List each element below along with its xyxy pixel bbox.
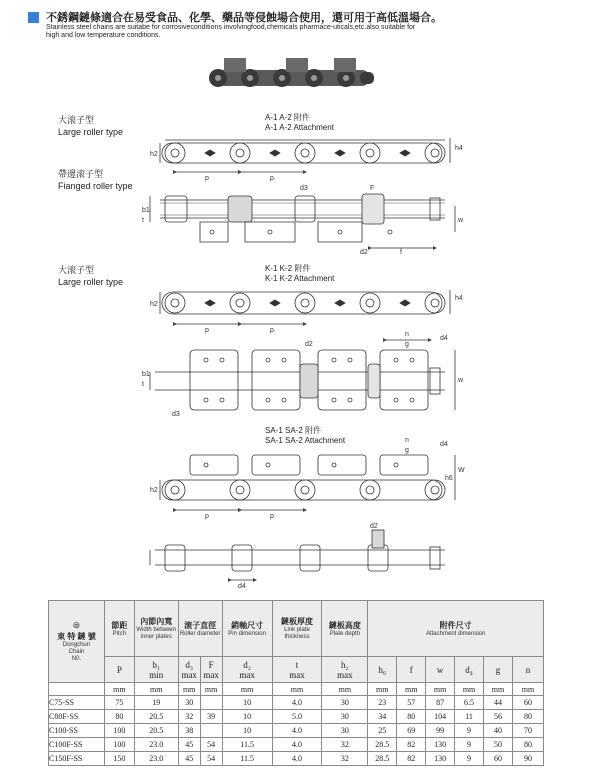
dim-d2-k: d2: [305, 341, 313, 348]
table-body: [49, 696, 544, 766]
chain-number-cell: C75-SS: [49, 696, 105, 710]
table-cell: 45: [178, 738, 200, 752]
unit-mm: mm: [272, 683, 322, 696]
dim-p-sa1: p: [205, 513, 209, 520]
table-cell: 30: [178, 696, 200, 710]
chain-number-cell: C100F-SS: [49, 738, 105, 752]
table-row: [49, 696, 544, 710]
col-plate-thickness-zh: 鏈板厚度: [280, 617, 313, 626]
table-symbol-row: [49, 657, 544, 683]
table-cell: 60: [484, 752, 513, 766]
col-plate-depth-zh: 鏈板高度: [328, 620, 361, 630]
col-roller-zh: 滚子直徑: [184, 620, 217, 630]
sym-g: g: [484, 657, 513, 683]
table-cell: 30: [322, 724, 368, 738]
table-cell: 28.5: [368, 752, 397, 766]
table-cell: 9: [455, 738, 484, 752]
dim-h2-sa: h2: [150, 487, 158, 494]
table-cell: 82: [397, 752, 426, 766]
drawing-k-top: [150, 340, 455, 410]
table-cell: 75: [104, 696, 134, 710]
sym-n: n: [512, 657, 543, 683]
dim-b1-flanged: b1: [142, 207, 150, 214]
dim-g-k: g: [405, 341, 409, 348]
table-cell: 80: [397, 710, 426, 724]
attachment-a-zh: A-1 A-2 附件: [265, 113, 310, 122]
table-cell: 39: [200, 710, 222, 724]
table-cell: 40: [484, 724, 513, 738]
brand-cell: [49, 601, 105, 683]
drawing-sa-top: [160, 455, 455, 510]
col-pitch-en: Pitch: [112, 630, 126, 637]
header-title-en: Stainless steel chains are suitabe for corrosiveconditions involvingfood,chemicals pharmace-uticals,etc.also suitable for high and low temperature conditions.: [46, 24, 416, 39]
unit-mm: mm: [200, 683, 222, 696]
sym-b1: b₁ min: [134, 657, 178, 683]
chain-number-cell: C100-SS: [49, 724, 105, 738]
table-cell: 80: [512, 710, 543, 724]
dim-h4-a: h4: [455, 145, 463, 152]
col-roller-en: Roller diameter: [179, 630, 221, 637]
table-unit-row: [49, 683, 544, 696]
spec-table: [48, 600, 544, 766]
table-cell: 20.5: [134, 710, 178, 724]
dim-d4-k: d4: [440, 335, 448, 342]
brand-name: 東 特 鏈 號: [57, 632, 96, 641]
drawing-a-side: [160, 138, 450, 172]
table-cell: 32: [178, 710, 200, 724]
table-cell: 23.0: [134, 752, 178, 766]
table-cell: 69: [397, 724, 426, 738]
dim-p-k1: p: [205, 327, 209, 334]
dim-g-sa: g: [405, 447, 409, 454]
table-cell: 150: [104, 752, 134, 766]
dim-t-k: t: [142, 381, 144, 388]
col-width-en: Width between inner plates: [136, 627, 177, 640]
table-cell: 44: [484, 696, 513, 710]
col-pin-en: Pin dimension: [228, 630, 266, 637]
unit-mm: mm: [368, 683, 397, 696]
table-cell: 10: [222, 710, 272, 724]
table-cell: 9: [455, 724, 484, 738]
table-cell: 11: [455, 710, 484, 724]
dim-d3-k: d3: [172, 411, 180, 418]
attachment-k-zh: K-1 K-2 附件: [265, 264, 311, 273]
header-title-zh: 不銹鋼鏈條適合在易受食品、化學、藥品等侵蝕場合使用，還可用于高低溫場合。: [46, 12, 442, 24]
attachment-a-en: A-1 A-2 Attachment: [265, 123, 334, 132]
table-cell: 19: [134, 696, 178, 710]
table-cell: 130: [426, 752, 455, 766]
dim-w-k: w: [458, 377, 464, 384]
col-pin-header: [222, 601, 272, 657]
table-cell: 99: [426, 724, 455, 738]
col-width-zh: 內節內寬: [140, 617, 173, 626]
unit-mm: mm: [104, 683, 134, 696]
table-cell: 32: [322, 752, 368, 766]
table-row: [49, 738, 544, 752]
brand-logo-icon: ⊜: [72, 620, 81, 630]
table-cell: 54: [200, 738, 222, 752]
table-cell: 23.0: [134, 738, 178, 752]
table-cell: 20.5: [134, 724, 178, 738]
unit-mm: mm: [455, 683, 484, 696]
dim-w-flanged: w: [458, 217, 464, 224]
unit-mm: mm: [322, 683, 368, 696]
table-cell: 32: [322, 738, 368, 752]
dim-h4-k: h4: [455, 295, 463, 302]
dim-n-sa: n: [405, 437, 409, 444]
dim-n-k: n: [405, 331, 409, 338]
section-large-roller-2-en: Large roller type: [58, 277, 124, 287]
dim-W-sa: W: [458, 467, 465, 474]
table-cell: 100: [104, 738, 134, 752]
table-cell: 80: [104, 710, 134, 724]
col-pin-zh: 銷軸尺寸: [231, 620, 264, 630]
table-row: [49, 752, 544, 766]
unit-mm: mm: [397, 683, 426, 696]
brand-en-3: N0.: [71, 656, 82, 662]
dim-h6-sa: h6: [445, 475, 453, 482]
table-cell: 82: [397, 738, 426, 752]
table-cell: 87: [426, 696, 455, 710]
table-cell: 30: [322, 696, 368, 710]
table-cell: 25: [368, 724, 397, 738]
table-cell: 60: [512, 696, 543, 710]
table-cell: 4.0: [272, 696, 322, 710]
table-header-row: [49, 601, 544, 657]
table-row: [49, 710, 544, 724]
table-cell: 28.5: [368, 738, 397, 752]
sym-h2: h₂ max: [322, 657, 368, 683]
section-flanged-roller-zh: 帶邊滚子型: [58, 169, 104, 179]
dim-d2-sa: d2: [370, 523, 378, 530]
dim-f-flanged-small: f: [400, 249, 402, 256]
table-cell: 45: [178, 752, 200, 766]
table-cell: 11.5: [222, 738, 272, 752]
unit-mm: mm: [222, 683, 272, 696]
dim-t-flanged: t: [142, 217, 144, 224]
table-cell: 30: [322, 710, 368, 724]
section-large-roller-1-zh: 大滚子型: [58, 115, 95, 125]
dim-p-a1: p: [205, 175, 209, 182]
brand-en-1: Dongchun: [62, 642, 91, 648]
unit-mm: mm: [484, 683, 513, 696]
section-flanged-roller-en: Fianged roller type: [58, 181, 133, 191]
unit-mm: mm: [426, 683, 455, 696]
table-cell: 130: [426, 738, 455, 752]
table-cell: [200, 724, 222, 738]
dim-p-k2: p: [270, 327, 274, 334]
col-attachment-en: Attachment dimension: [425, 630, 486, 637]
chain-number-cell: C150F-SS: [49, 752, 105, 766]
sym-f: F max: [200, 657, 222, 683]
table-cell: 54: [200, 752, 222, 766]
col-pitch-zh: 節距: [111, 620, 128, 630]
dim-p-a2: p: [270, 175, 274, 182]
table-cell: 100: [104, 724, 134, 738]
attachment-sa-en: SA-1 SA-2 Attachment: [265, 436, 346, 445]
dim-h2-a: h2: [150, 151, 158, 158]
sym-d2: d₂ max: [222, 657, 272, 683]
table-cell: 9: [455, 752, 484, 766]
dim-b1-k: b1: [142, 371, 150, 378]
col-plate-thickness-en: Link plate thickness: [284, 627, 310, 640]
attachment-sa-zh: SA-1 SA-2 附件: [265, 426, 322, 435]
drawing-flanged-top: [150, 194, 455, 248]
dim-p-sa2: p: [270, 513, 274, 520]
sym-d3: d₃ max: [178, 657, 200, 683]
table-cell: 4.0: [272, 752, 322, 766]
sym-w: w: [426, 657, 455, 683]
sym-f-attach: f: [397, 657, 426, 683]
table-cell: 57: [397, 696, 426, 710]
dim-d4-sa: d4: [440, 441, 448, 448]
unit-blank: [49, 683, 105, 696]
table-cell: 5.0: [272, 710, 322, 724]
table-cell: 10: [222, 724, 272, 738]
chain-number-cell: C80F-SS: [49, 710, 105, 724]
unit-mm: mm: [134, 683, 178, 696]
dim-d4-sa-bottom: d4: [238, 583, 246, 590]
table-cell: 6.5: [455, 696, 484, 710]
col-attachment-zh: 附件尺寸: [439, 620, 472, 630]
table-cell: 104: [426, 710, 455, 724]
dim-d3-flanged: d3: [300, 185, 308, 192]
attachment-k-en: K-1 K-2 Attachment: [265, 274, 335, 283]
col-attachment-header: [368, 601, 544, 657]
table-cell: 38: [178, 724, 200, 738]
table-cell: 10: [222, 696, 272, 710]
table-cell: 4.0: [272, 738, 322, 752]
dim-d2-flanged: d2: [360, 249, 368, 256]
sym-p: P: [104, 657, 134, 683]
dim-f-flanged: F: [370, 185, 375, 192]
sym-h6: h₆: [368, 657, 397, 683]
unit-mm: mm: [178, 683, 200, 696]
table-cell: 90: [512, 752, 543, 766]
table-cell: 23: [368, 696, 397, 710]
col-pitch-header: [104, 601, 134, 657]
table-cell: 50: [484, 738, 513, 752]
table-cell: 34: [368, 710, 397, 724]
table-cell: 70: [512, 724, 543, 738]
table-cell: [200, 696, 222, 710]
section-large-roller-2-zh: 大滚子型: [58, 265, 95, 275]
brand-en-2: Chain: [68, 649, 85, 655]
table-cell: 56: [484, 710, 513, 724]
dim-h2-k: h2: [150, 301, 158, 308]
sym-t: t max: [272, 657, 322, 683]
table-cell: 4.0: [272, 724, 322, 738]
col-width-header: [134, 601, 178, 657]
drawing-sa-bottom: [150, 530, 445, 580]
col-plate-thickness-header: [272, 601, 322, 657]
unit-mm: mm: [512, 683, 543, 696]
col-roller-header: [178, 601, 222, 657]
drawing-k-side: [160, 290, 450, 324]
col-plate-depth-header: [322, 601, 368, 657]
col-plate-depth-en: Plate depth: [329, 630, 361, 637]
section-large-roller-1-en: Large roller type: [58, 127, 124, 137]
table-cell: 11.5: [222, 752, 272, 766]
table-row: [49, 724, 544, 738]
sym-d4: d₄: [455, 657, 484, 683]
table-cell: 80: [512, 738, 543, 752]
